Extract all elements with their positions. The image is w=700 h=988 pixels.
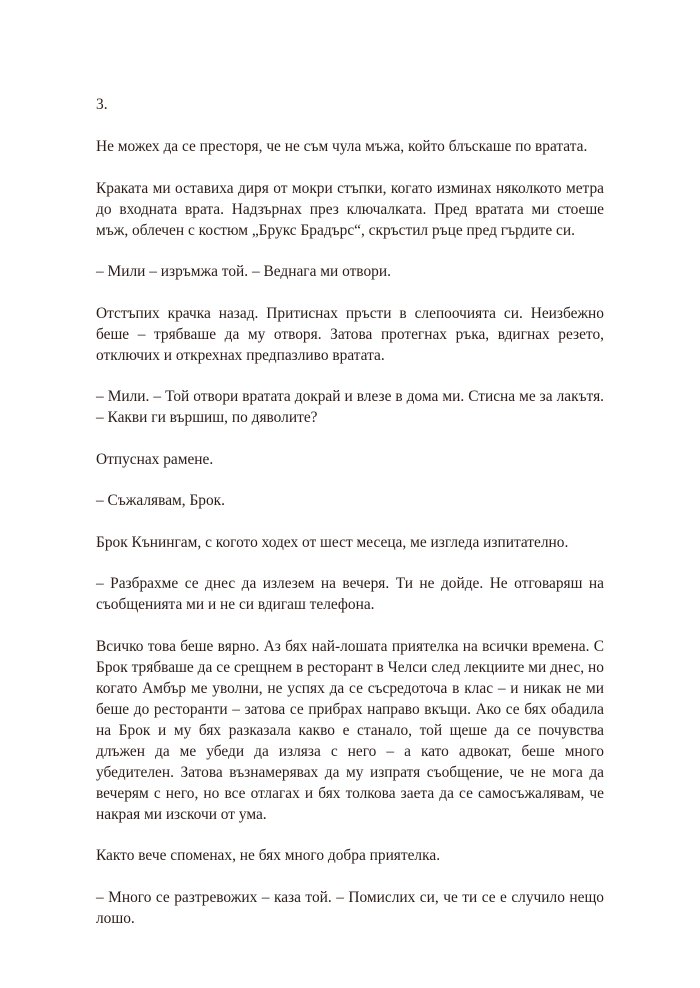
paragraph-3: – Мили – изръмжа той. – Веднага ми отвори. <box>96 263 391 280</box>
paragraph-2: Краката ми оставиха диря от мокри стъпки, когато изминах няколкото метра до входната врата. Надзърнах през ключалката. Пред вратата ми стоеше мъж, облечен с костюм „Брукс Брадърс“, скръстил ръце пред гърдите си. <box>96 179 604 239</box>
chapter-number: 3. <box>96 96 108 113</box>
paragraph-1: Не можех да се престоря, че не съм чула мъжа, който блъскаше по вратата. <box>96 138 588 155</box>
paragraph-9: – Разбрахме се днес да излезем на вечеря. Ти не дойде. Не отговаряш на съобщенията ми и не си вдигаш телефона. <box>96 575 604 613</box>
paragraph-10: Всичко това беше вярно. Аз бях най-лошата приятелка на всички времена. С Брок трябваше да се срещнем в ресторант в Челси след лекциите ми днес, но когато Амбър ме уволни, не успях да се съсредоточа в клас – и никак не ми беше до ресторанти – затова се прибрах направо вкъщи. Ако се бях обадила на Брок и му бях разказала какво е станало, той щеше да се почувства длъжен да ме убеди да изляза с него – а като адвокат, беше много убедителен. Затова възнамерявах да му изпратя съобщение, че не мога да вечерям с него, но все отлагах и бях толкова заета да се самосъжалявам, че накрая ми изскочи от ума. <box>96 637 604 823</box>
paragraph-5: – Мили. – Той отвори вратата докрай и влезе в дома ми. Стисна ме за лакътя. – Какви ги вършиш, по дяволите? <box>96 388 604 426</box>
paragraph-4: Отстъпих крачка назад. Притиснах пръсти в слепоочията си. Неизбежно беше – трябваше да му отворя. Затова протегнах ръка, вдигнах резето, отключих и открехнах предпазливо вратата. <box>96 304 604 364</box>
page-body <box>96 94 604 949</box>
paragraph-11: Както вече споменах, не бях много добра приятелка. <box>96 847 441 864</box>
paragraph-7: – Съжалявам, Брок. <box>96 492 226 509</box>
paragraph-6: Отпуснах рамене. <box>96 450 214 468</box>
paragraph-8: Брок Кънингам, с когото ходех от шест месеца, ме изгледа изпитателно. <box>96 533 569 551</box>
paragraph-12: – Много се разтревожих – каза той. – Помислих си, че ти се е случило нещо лошо. <box>96 888 604 927</box>
